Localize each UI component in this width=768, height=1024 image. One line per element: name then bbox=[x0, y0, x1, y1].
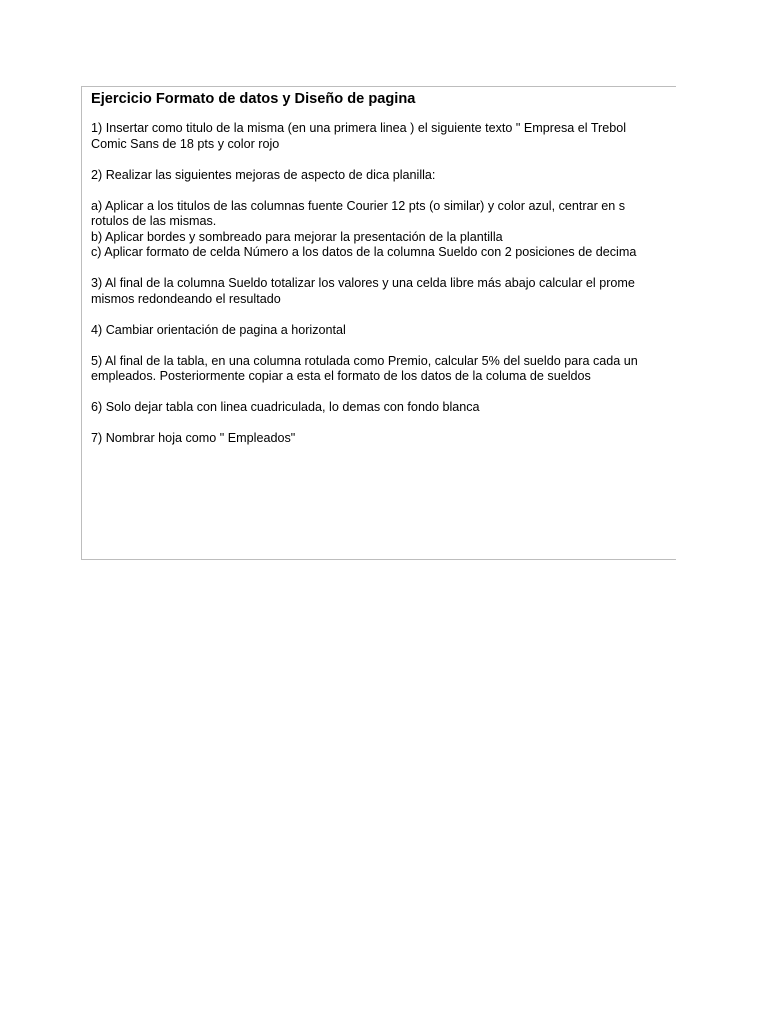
instruction-line: c) Aplicar formato de celda Número a los datos de la columna Sueldo con 2 posiciones de decima bbox=[91, 245, 637, 259]
instruction-line: 4) Cambiar orientación de pagina a horizontal bbox=[91, 322, 346, 337]
instruction-line: rotulos de las mismas. bbox=[91, 214, 217, 228]
instruction-line: 2) Realizar las siguientes mejoras de aspecto de dica planilla: bbox=[91, 167, 436, 182]
instruction-line: b) Aplicar bordes y sombreado para mejorar la presentación de la plantilla bbox=[91, 229, 503, 244]
instruction-line: empleados. Posteriormente copiar a esta el formato de los datos de la columa de sueldos bbox=[91, 369, 591, 383]
instruction-line: Comic Sans de 18 pts y color rojo bbox=[91, 136, 280, 151]
instruction-line: 5) Al final de la tabla, en una columna rotulada como Premio, calcular 5% del sueldo para cada un bbox=[91, 353, 638, 368]
instruction-line: 1) Insertar como titulo de la misma (en una primera linea ) el siguiente texto " Empresa el Trebol bbox=[91, 121, 627, 135]
instruction-3 bbox=[91, 276, 676, 307]
instruction-1 bbox=[91, 121, 676, 152]
instruction-line: a) Aplicar a los titulos de las columnas fuente Courier 12 pts (o similar) y color azul, centrar en s bbox=[91, 198, 626, 213]
instruction-4 bbox=[91, 323, 676, 339]
instruction-line: 7) Nombrar hoja como " Empleados" bbox=[91, 431, 296, 445]
instruction-7 bbox=[91, 431, 676, 447]
instruction-line: mismos redondeando el resultado bbox=[91, 291, 281, 306]
instructions-text-box bbox=[81, 86, 676, 560]
instruction-2-subitems bbox=[91, 199, 676, 261]
document-title: Ejercicio Formato de datos y Diseño de pagina bbox=[91, 91, 416, 107]
instruction-6 bbox=[91, 400, 676, 416]
instruction-5 bbox=[91, 354, 676, 385]
instruction-2 bbox=[91, 168, 676, 184]
instructions-content bbox=[91, 89, 676, 462]
instruction-line: 6) Solo dejar tabla con linea cuadriculada, lo demas con fondo blanca bbox=[91, 400, 480, 414]
instruction-line: 3) Al final de la columna Sueldo totalizar los valores y una celda libre más abajo calcular el prome bbox=[91, 276, 635, 290]
